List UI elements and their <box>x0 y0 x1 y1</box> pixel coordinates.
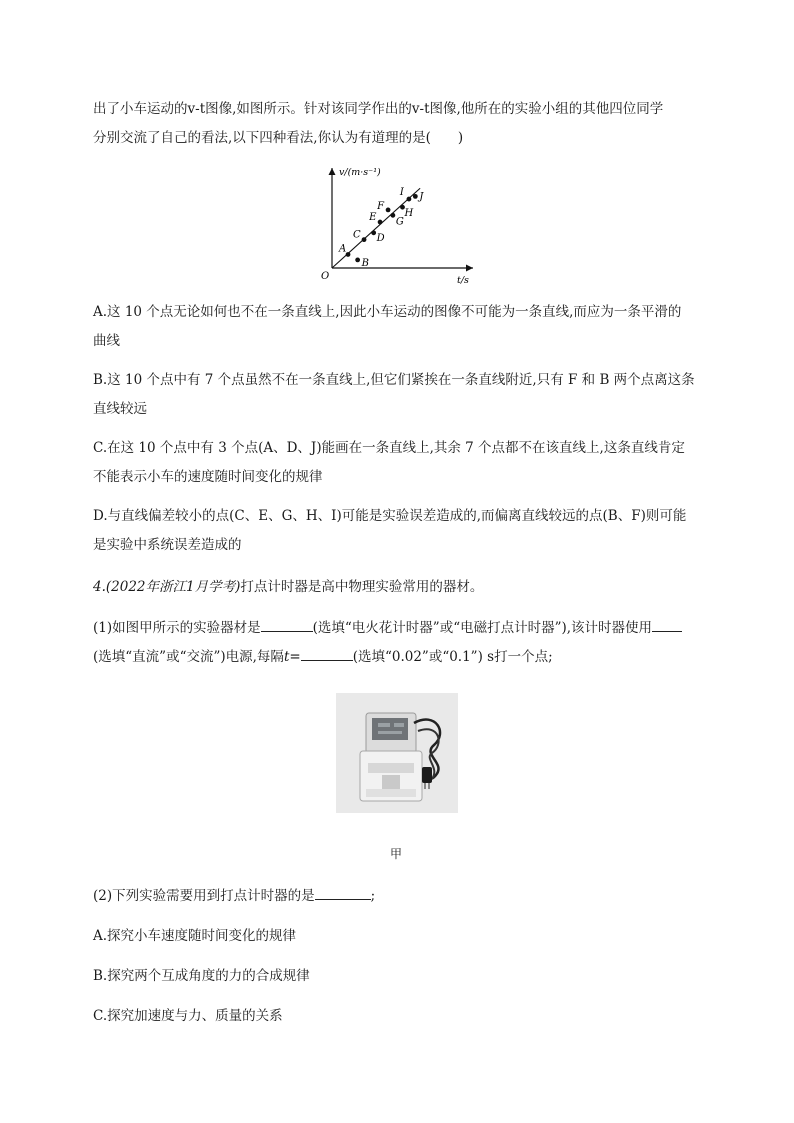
timer-photo <box>336 693 458 813</box>
point-label-J: J <box>419 191 424 203</box>
point-label-D: D <box>376 232 385 244</box>
point-label-I: I <box>399 187 404 199</box>
v-axis-label: v/(m·s⁻¹) <box>339 167 381 178</box>
q4-header <box>93 573 705 602</box>
q3-option-a-line1: A.这 10 个点无论如何也不在一条直线上,因此小车运动的图像不可能为一条直线,而应为一条平滑的 <box>93 304 682 320</box>
data-point-A <box>346 252 351 257</box>
q4-source: 4.(2022年浙江1月学考) <box>93 579 241 595</box>
q4-part1-line2 <box>93 643 705 672</box>
answer-blank-1[interactable] <box>261 617 313 632</box>
data-point-E <box>378 220 383 225</box>
q3-intro-line2: 分别交流了自己的看法,以下四种看法,你认为有道理的是( ) <box>93 130 464 146</box>
q4-p2-end: ; <box>370 888 376 904</box>
q4-p2-text: (2)下列实验需要用到打点计时器的是 <box>93 888 315 904</box>
point-label-F: F <box>377 200 385 212</box>
answer-blank-4[interactable] <box>315 885 371 900</box>
q3-option-d-line1: D.与直线偏差较小的点(C、E、G、H、I)可能是实验误差造成的,而偏离直线较远的点(B、F)则可能 <box>93 508 687 524</box>
q3-intro-line1: 出了小车运动的v-t图像,如图所示。针对该同学作出的v-t图像,他所在的实验小组的其他四位同学 <box>93 101 664 117</box>
figure-caption: 甲 <box>390 847 403 861</box>
point-label-E: E <box>369 212 377 224</box>
t-axis-label: t/s <box>457 275 469 286</box>
data-point-D <box>371 230 376 235</box>
q3-option-c-line1: C.在这 10 个点中有 3 个点(A、D、J)能画在一条直线上,其余 7 个点都不在该直线上,这条直线肯定 <box>93 440 685 456</box>
q4-header-text: 打点计时器是高中物理实验常用的器材。 <box>240 579 484 595</box>
q4-option-c: C.探究加速度与力、质量的关系 <box>93 1008 283 1024</box>
q4-p1-t: t <box>283 649 290 665</box>
q4-option-a: A.探究小车速度随时间变化的规律 <box>93 928 297 944</box>
point-label-H: H <box>404 208 414 220</box>
q3-option-a-line2: 曲线 <box>93 333 120 349</box>
point-label-A: A <box>339 243 347 255</box>
data-point-B <box>355 257 360 262</box>
q4-p1-text-b: (选填“电火花计时器”或“电磁打点计时器”),该计时器使用 <box>312 620 653 636</box>
data-point-C <box>362 237 367 242</box>
data-point-J <box>413 194 418 199</box>
data-point-F <box>386 207 391 212</box>
answer-blank-2[interactable] <box>652 617 682 632</box>
data-point-I <box>407 197 412 202</box>
q4-p1-text-d: (选填“0.02”或“0.1”) s打一个点; <box>352 649 553 665</box>
q3-option-b-line1: B.这 10 个点中有 7 个点虽然不在一条直线上,但它们紧挨在一条直线附近,只有 F 和 B 两个点离这条 <box>93 372 695 388</box>
q4-p1-text-a: (1)如图甲所示的实验器材是 <box>93 620 261 636</box>
point-label-G: G <box>395 216 404 228</box>
point-label-C: C <box>353 229 361 241</box>
origin-label: O <box>321 271 330 282</box>
vt-graph <box>318 163 480 288</box>
q4-part2 <box>93 882 705 911</box>
q4-p1-eq: = <box>289 649 301 665</box>
point-label-B: B <box>361 257 369 269</box>
q3-option-c-line2: 不能表示小车的速度随时间变化的规律 <box>93 469 323 485</box>
q4-p1-text-c: (选填“直流”或“交流”)电源,每隔 <box>93 649 284 665</box>
q4-option-b: B.探究两个互成角度的力的合成规律 <box>93 968 310 984</box>
q4-part1-line1 <box>93 614 705 643</box>
q3-option-d-line2: 是实验中系统误差造成的 <box>93 537 242 553</box>
q3-option-b-line2: 直线较远 <box>93 401 147 417</box>
answer-blank-3[interactable] <box>301 646 353 661</box>
data-point-G <box>390 213 395 218</box>
